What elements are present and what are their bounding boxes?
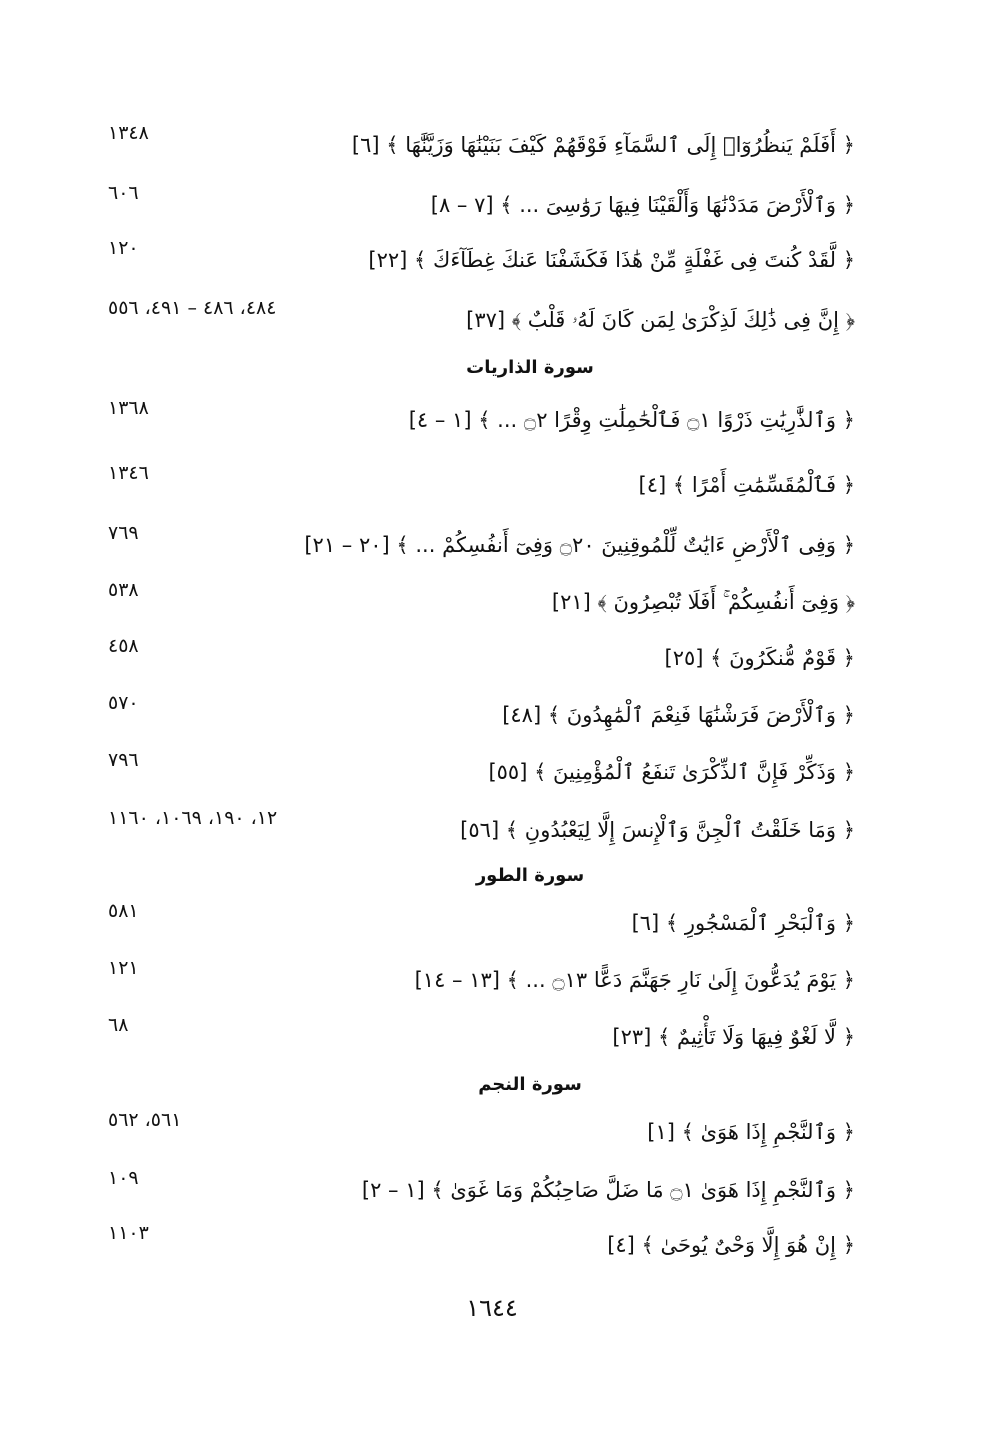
verse-text: ﴿ قَوْمٌ مُّنكَرُونَ ﴾ [٢٥] [664, 646, 855, 670]
page-references: ١٠٩ [108, 1167, 139, 1189]
index-entry [90, 182, 880, 225]
page-number: ١٦٤٤ [466, 1294, 518, 1322]
verse-text: ﴿ إِنْ هُوَ إِلَّا وَحْىٌ يُوحَىٰ ﴾ [٤] [607, 1233, 855, 1257]
page-references: ٧٦٩ [108, 522, 139, 544]
page-references: ٦٠٦ [108, 182, 139, 204]
index-entry [90, 1014, 880, 1057]
index-entry [90, 957, 880, 1000]
index-entry [90, 522, 880, 565]
page-references: ١٢، ١٩٠، ١٠٦٩، ١١٦٠ [108, 807, 278, 829]
page-references: ٤٥٨ [108, 635, 139, 657]
index-entry [90, 900, 880, 943]
index-entry [90, 579, 880, 622]
index-entry [90, 1222, 880, 1265]
verse-text: ﴿ وَٱلْأَرْضَ مَدَدْنَٰهَا وَأَلْقَيْنَا فِيهَا رَوَٰسِىَ ... ﴾ [٧ – ٨] [430, 193, 855, 217]
verse-text: ﴿ يَوْمَ يُدَعُّونَ إِلَىٰ نَارِ جَهَنَّمَ دَعًّا ۝١٣ ... ﴾ [١٣ – ١٤] [414, 968, 855, 992]
page-references: ٤٨٤، ٤٨٦ – ٤٩١، ٥٥٦ [108, 297, 277, 319]
verse-text: ﴿ وَٱلْأَرْضَ فَرَشْنَٰهَا فَنِعْمَ ٱلْمَٰهِدُونَ ﴾ [٤٨] [502, 703, 855, 727]
index-entry [90, 749, 880, 792]
page-references: ٦٨ [108, 1014, 129, 1036]
index-entry [90, 397, 880, 440]
verse-text: ﴿ وَٱلذَّٰرِيَٰتِ ذَرْوًا ۝١ فَٱلْحَٰمِلَٰتِ وِقْرًا ۝٢ ... ﴾ [١ – ٤] [408, 408, 855, 432]
page-references: ٥٨١ [108, 900, 139, 922]
surah-heading: سورة الطور [475, 865, 585, 886]
verse-text: ﴿ وَٱلنَّجْمِ إِذَا هَوَىٰ ﴾ [١] [647, 1120, 855, 1144]
index-entry [90, 462, 880, 505]
page-references: ٥٦١، ٥٦٢ [108, 1109, 182, 1131]
page-references: ١٢١ [108, 957, 139, 979]
page-references: ٥٧٠ [108, 692, 139, 714]
verse-text: ﴿ أَفَلَمْ يَنظُرُوٓا۟ إِلَى ٱلسَّمَآءِ فَوْقَهُمْ كَيْفَ بَنَيْنَٰهَا وَزَيَّنَّٰهَا ﴾ [٦] [351, 133, 855, 157]
index-entry [90, 1167, 880, 1210]
index-entry [90, 237, 880, 280]
page-references: ١١٠٣ [108, 1222, 149, 1244]
verse-text: ﴿ وَفِىٓ أَنفُسِكُمْ ۚ أَفَلَا تُبْصِرُونَ ﴾ [٢١] [551, 590, 855, 614]
page-references: ١٣٦٨ [108, 397, 149, 419]
index-entry [90, 807, 880, 850]
index-entry [90, 692, 880, 735]
verse-text: ﴿ فَٱلْمُقَسِّمَٰتِ أَمْرًا ﴾ [٤] [638, 473, 855, 497]
verse-text: ﴿ لَّقَدْ كُنتَ فِى غَفْلَةٍ مِّنْ هَٰذَا فَكَشَفْنَا عَنكَ غِطَآءَكَ ﴾ [٢٢] [368, 248, 855, 272]
index-entry [90, 122, 880, 165]
verse-text: ﴿ وَذَكِّرْ فَإِنَّ ٱلذِّكْرَىٰ تَنفَعُ ٱلْمُؤْمِنِينَ ﴾ [٥٥] [488, 760, 855, 784]
page-references: ١٣٤٦ [108, 462, 149, 484]
page-references: ٥٣٨ [108, 579, 139, 601]
verse-text: ﴿ لَّا لَغْوٌ فِيهَا وَلَا تَأْثِيمٌ ﴾ [٢٣] [612, 1025, 855, 1049]
index-entry [90, 297, 880, 340]
page-references: ٧٩٦ [108, 749, 139, 771]
verse-text: ﴿ وَمَا خَلَقْتُ ٱلْجِنَّ وَٱلْإِنسَ إِلَّا لِيَعْبُدُونِ ﴾ [٥٦] [460, 818, 855, 842]
index-entry [90, 1109, 880, 1152]
verse-text: ﴿ وَفِى ٱلْأَرْضِ ءَايَٰتٌ لِّلْمُوقِنِينَ ۝٢٠ وَفِىٓ أَنفُسِكُمْ ... ﴾ [٢٠ – ٢١] [304, 533, 855, 557]
surah-heading: سورة الذاريات [466, 357, 594, 378]
verse-text: ﴿ إِنَّ فِى ذَٰلِكَ لَذِكْرَىٰ لِمَن كَانَ لَهُۥ قَلْبٌ ﴾ [٣٧] [466, 308, 855, 332]
page-references: ١٣٤٨ [108, 122, 149, 144]
page-references: ١٢٠ [108, 237, 139, 259]
surah-heading: سورة النجم [478, 1074, 582, 1095]
verse-text: ﴿ وَٱلنَّجْمِ إِذَا هَوَىٰ ۝١ مَا ضَلَّ صَاحِبُكُمْ وَمَا غَوَىٰ ﴾ [١ – ٢] [361, 1178, 855, 1202]
verse-text: ﴿ وَٱلْبَحْرِ ٱلْمَسْجُورِ ﴾ [٦] [631, 911, 855, 935]
index-entry [90, 635, 880, 678]
